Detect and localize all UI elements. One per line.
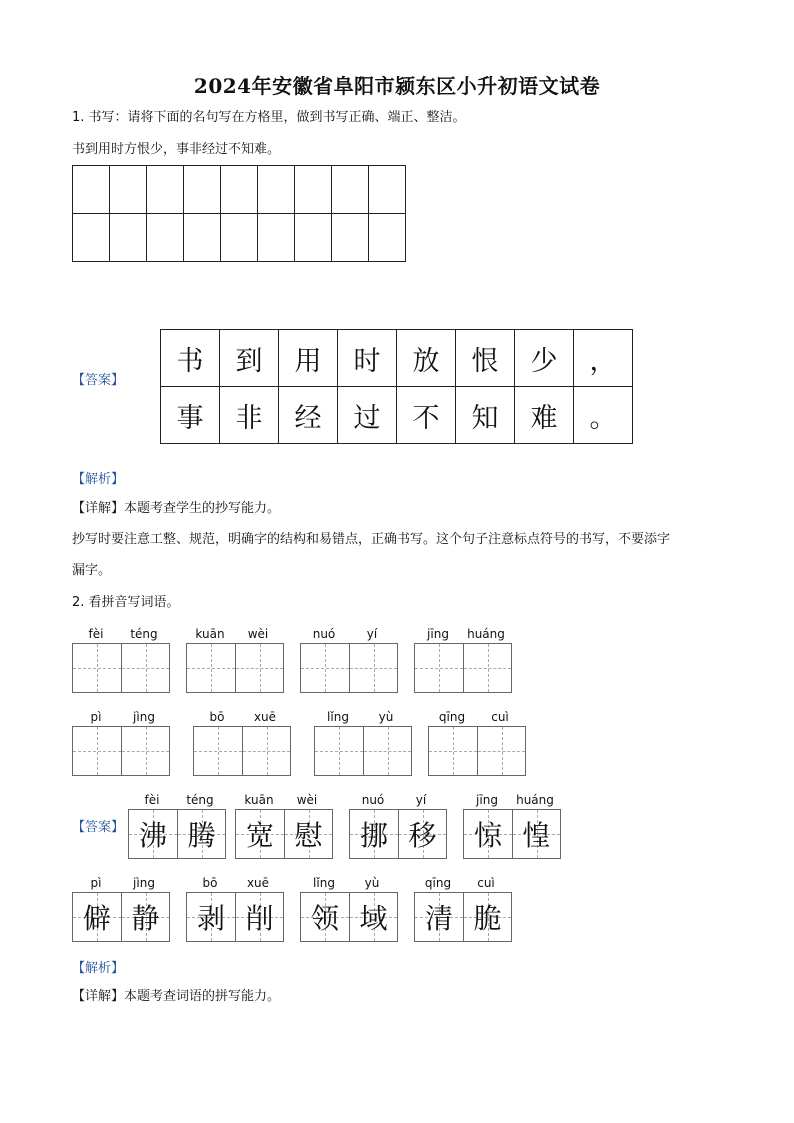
pinyin-label: nuó	[312, 627, 336, 641]
tianzige-cell	[349, 893, 397, 941]
answer-char: 脆	[473, 902, 502, 935]
answer-char-cell: 书	[161, 330, 220, 387]
pinyin-label: wèi	[296, 793, 318, 807]
pinyin-label: jīng	[476, 793, 498, 807]
pinyin-label: yí	[415, 793, 427, 807]
answer-char: 腾	[187, 819, 216, 852]
tianzige-cell[interactable]	[121, 727, 169, 775]
answer-char: 挪	[359, 819, 388, 852]
q2-analysis-label: 【解析】	[72, 961, 125, 976]
q2-prompt: 2. 看拼音写词语。	[72, 595, 180, 610]
q1-answer-grid	[160, 329, 633, 444]
pinyin-label: jìng	[133, 876, 155, 890]
tianzige-cell	[301, 893, 349, 941]
tianzige-cell[interactable]	[349, 644, 397, 692]
tianzige-cell	[235, 893, 283, 941]
answer-char: 清	[424, 902, 453, 935]
pinyin-label: pì	[90, 710, 102, 724]
tianzige-boxes	[72, 892, 170, 942]
answer-char: 域	[359, 902, 388, 935]
q1-explain-line2: 漏字。	[72, 563, 112, 578]
pinyin-label: fèi	[144, 793, 160, 807]
q1-answer-label: 【答案】	[72, 373, 125, 388]
pinyin-label: xuē	[253, 710, 277, 724]
pinyin-label: pì	[90, 876, 102, 890]
answer-char: 沸	[138, 819, 167, 852]
tianzige-boxes	[128, 809, 226, 859]
answer-char: 削	[245, 902, 274, 935]
pinyin-label: kuān	[195, 627, 225, 641]
tianzige-boxes	[300, 892, 398, 942]
tianzige-boxes[interactable]	[428, 726, 526, 776]
answer-char-cell: 少	[515, 330, 574, 387]
tianzige-boxes	[349, 809, 447, 859]
answer-char-cell: 难	[515, 387, 574, 444]
tianzige-cell[interactable]	[235, 644, 283, 692]
page-title: 2024年安徽省阜阳市颍东区小升初语文试卷	[193, 74, 601, 98]
pinyin-label: wèi	[247, 627, 269, 641]
tianzige-boxes	[414, 892, 512, 942]
pinyin-label: téng	[130, 627, 158, 641]
answer-char: 宽	[245, 819, 274, 852]
answer-char-cell: 到	[220, 330, 279, 387]
tianzige-cell	[398, 810, 446, 858]
q1-analysis-label: 【解析】	[72, 472, 125, 487]
pinyin-label: yù	[378, 710, 394, 724]
tianzige-boxes	[463, 809, 561, 859]
tianzige-cell	[463, 893, 511, 941]
tianzige-cell	[464, 810, 512, 858]
answer-char: 僻	[82, 902, 111, 935]
answer-char: 惊	[473, 819, 502, 852]
tianzige-boxes[interactable]	[314, 726, 412, 776]
q1-blank-grid	[72, 165, 406, 262]
answer-char-cell: 事	[161, 387, 220, 444]
answer-char-cell: 放	[397, 330, 456, 387]
answer-char: 剥	[196, 902, 225, 935]
tianzige-cell[interactable]	[363, 727, 411, 775]
pinyin-label: qīng	[438, 710, 466, 724]
tianzige-cell[interactable]	[73, 727, 121, 775]
tianzige-cell	[236, 810, 284, 858]
tianzige-boxes[interactable]	[186, 643, 284, 693]
tianzige-cell	[284, 810, 332, 858]
answer-char: 慰	[294, 819, 323, 852]
tianzige-boxes	[235, 809, 333, 859]
pinyin-label: yù	[364, 876, 380, 890]
pinyin-label: nuó	[361, 793, 385, 807]
pinyin-label: huáng	[516, 793, 554, 807]
tianzige-cell	[350, 810, 398, 858]
q1-detail: 【详解】本题考查学生的抄写能力。	[72, 501, 281, 516]
pinyin-label: huáng	[467, 627, 505, 641]
tianzige-boxes[interactable]	[414, 643, 512, 693]
pinyin-label: xuē	[246, 876, 270, 890]
tianzige-cell	[177, 810, 225, 858]
pinyin-label: kuān	[244, 793, 274, 807]
pinyin-label: bō	[202, 876, 218, 890]
answer-char-cell: 不	[397, 387, 456, 444]
answer-char-cell: ，	[574, 330, 633, 387]
tianzige-cell[interactable]	[315, 727, 363, 775]
answer-char-cell: 知	[456, 387, 515, 444]
pinyin-label: jīng	[427, 627, 449, 641]
answer-char-cell: 经	[279, 387, 338, 444]
tianzige-cell	[121, 893, 169, 941]
tianzige-boxes[interactable]	[72, 726, 170, 776]
tianzige-boxes	[186, 892, 284, 942]
tianzige-boxes[interactable]	[72, 643, 170, 693]
q1-explain-line1: 抄写时要注意工整、规范，明确字的结构和易错点，正确书写。这个句子注意标点符号的书写，不要添字	[72, 532, 671, 547]
answer-char-cell: 时	[338, 330, 397, 387]
tianzige-cell[interactable]	[187, 644, 235, 692]
answer-char: 静	[131, 902, 160, 935]
tianzige-cell	[73, 893, 121, 941]
answer-char: 移	[408, 819, 437, 852]
q2-detail: 【详解】本题考查词语的拼写能力。	[72, 989, 281, 1004]
tianzige-cell[interactable]	[73, 644, 121, 692]
q1-prompt: 1. 书写：请将下面的名句写在方格里，做到书写正确、端正、整洁。	[72, 110, 466, 125]
tianzige-cell	[512, 810, 560, 858]
pinyin-label: bō	[209, 710, 225, 724]
tianzige-cell[interactable]	[463, 644, 511, 692]
answer-char-cell: 过	[338, 387, 397, 444]
pinyin-label: yí	[366, 627, 378, 641]
tianzige-cell[interactable]	[121, 644, 169, 692]
pinyin-label: jìng	[133, 710, 155, 724]
answer-char-cell: 。	[574, 387, 633, 444]
answer-char-cell: 恨	[456, 330, 515, 387]
answer-char: 领	[310, 902, 339, 935]
tianzige-cell[interactable]	[415, 644, 463, 692]
tianzige-cell	[129, 810, 177, 858]
tianzige-cell[interactable]	[429, 727, 477, 775]
pinyin-label: qīng	[424, 876, 452, 890]
pinyin-label: cuì	[491, 710, 509, 724]
tianzige-cell[interactable]	[301, 644, 349, 692]
answer-char-cell: 非	[220, 387, 279, 444]
tianzige-boxes[interactable]	[300, 643, 398, 693]
tianzige-cell[interactable]	[194, 727, 242, 775]
pinyin-label: lǐng	[327, 710, 349, 724]
pinyin-label: fèi	[88, 627, 104, 641]
q1-sentence: 书到用时方恨少，事非经过不知难。	[72, 142, 281, 157]
pinyin-label: téng	[186, 793, 214, 807]
pinyin-label: lǐng	[313, 876, 335, 890]
tianzige-cell[interactable]	[242, 727, 290, 775]
tianzige-cell	[415, 893, 463, 941]
tianzige-boxes[interactable]	[193, 726, 291, 776]
answer-char: 惶	[522, 819, 551, 852]
q2-answer-label: 【答案】	[72, 820, 125, 835]
tianzige-cell	[187, 893, 235, 941]
answer-char-cell: 用	[279, 330, 338, 387]
tianzige-cell[interactable]	[477, 727, 525, 775]
pinyin-label: cuì	[477, 876, 495, 890]
